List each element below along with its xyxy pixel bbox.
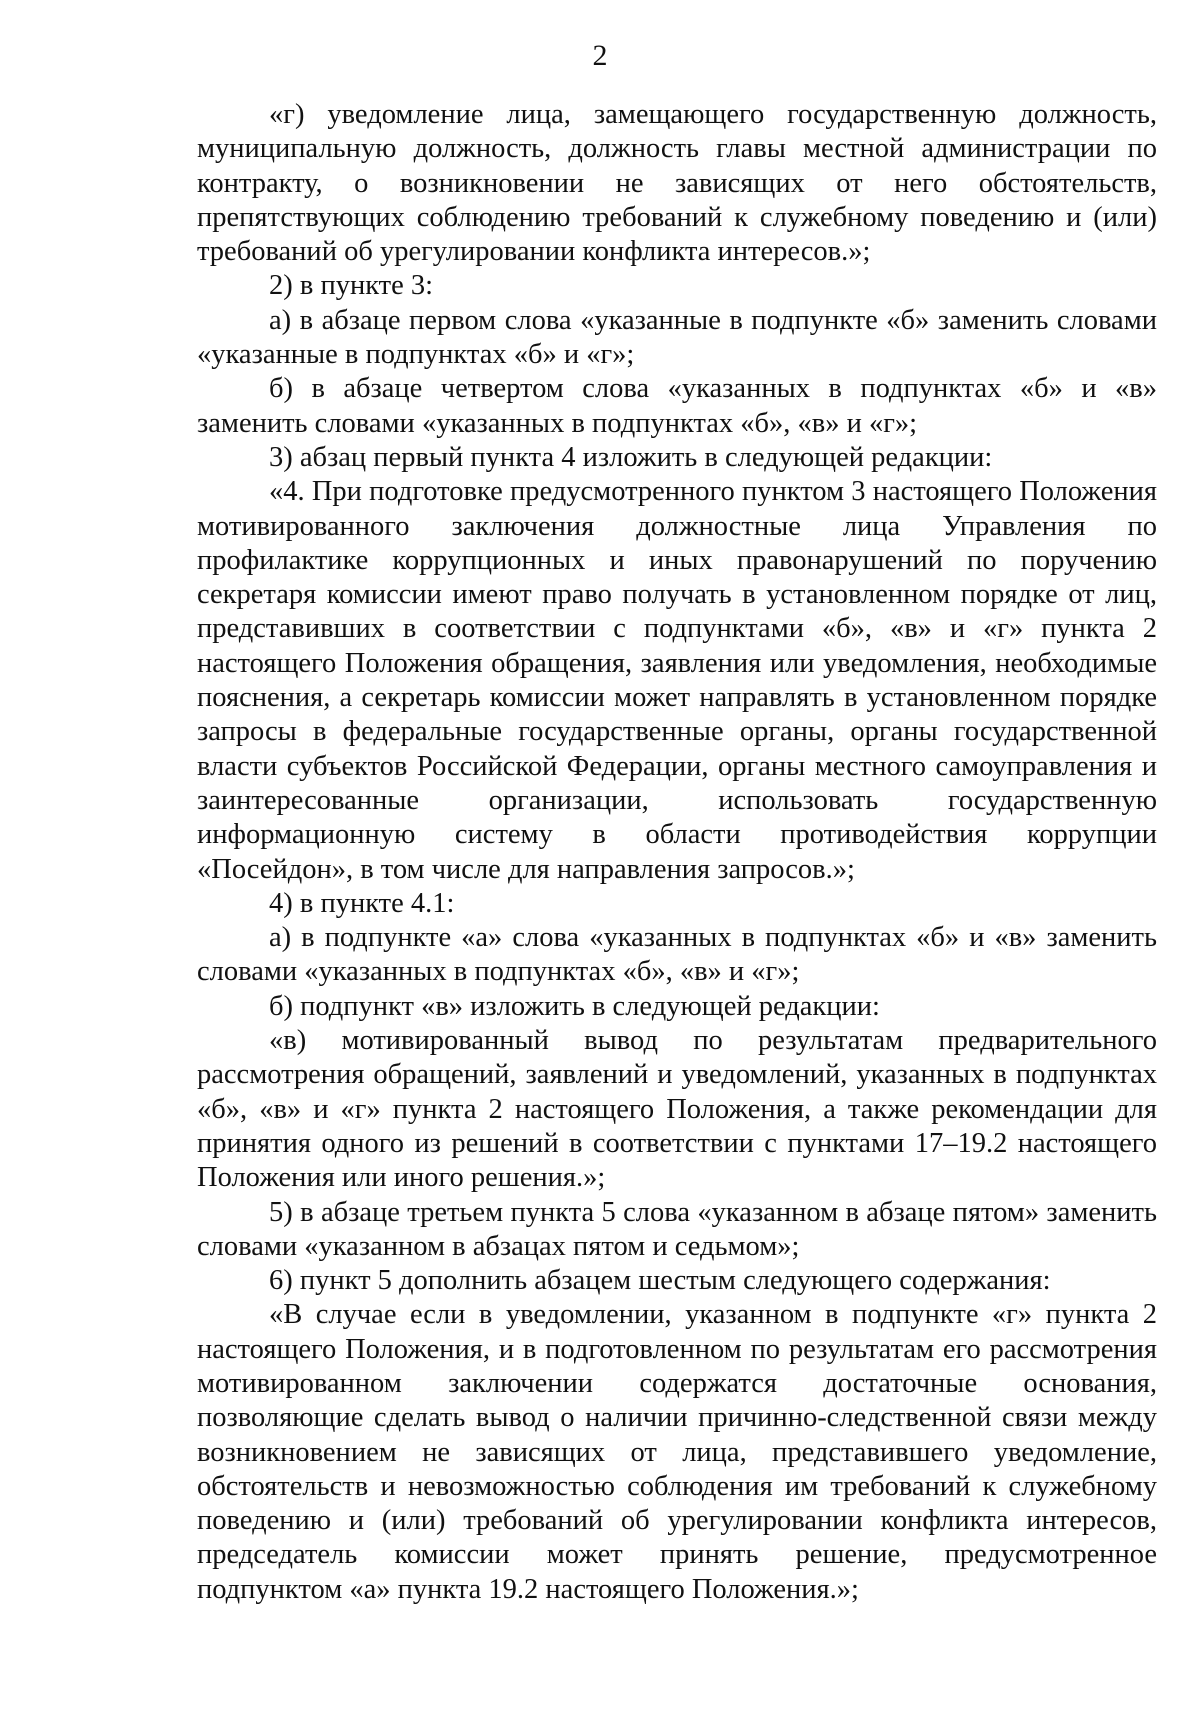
paragraph-new-subitem-v: «в) мотивированный вывод по результатам предварительного рассмотрения обращений, заявлений и уведомлений, указанных в подпунктах «б», «в» и «г» пункта 2 настоящего Положения, а также рекомендации для принятия одного из решений в соответствии с пунктами 17–19.2 настоящего Положения или иного решения.»; (197, 1025, 1157, 1194)
paragraph-point-4a: а) в подпункте «а» слова «указанных в подпунктах «б» и «в» заменить словами «указанных в подпунктах «б», «в» и «г»; (197, 922, 1157, 988)
paragraph-point-2b: б) в абзаце четвертом слова «указанных в подпунктах «б» и «в» заменить словами «указанных в подпунктах «б», «в» и «г»; (197, 373, 1157, 439)
paragraph-point-4: 4) в пункте 4.1: (269, 887, 455, 919)
paragraph-point-2a: а) в абзаце первом слова «указанные в подпункте «б» заменить словами «указанные в подпунктах «б» и «г»; (197, 304, 1157, 371)
paragraph-point-6: 6) пункт 5 дополнить абзацем шестым следующего содержания: (269, 1265, 1051, 1297)
paragraph-point-4b: б) подпункт «в» изложить в следующей редакции: (269, 990, 880, 1022)
paragraph-point-3: 3) абзац первый пункта 4 изложить в следующей редакции: (269, 441, 993, 473)
paragraph-new-abzac-6: «В случае если в уведомлении, указанном в подпункте «г» пункта 2 настоящего Положения, и в подготовленном по результатам его рассмотрения мотивированном заключении содержатся достаточные основания, позволяющие сделать вывод о наличии причинно-следственной связи между возникновением не зависящих от лица, представившего уведомление, обстоятельств и невозможностью соблюдения им требований к служебному поведению и (или) требований об урегулировании конфликта интересов, председатель комиссии может принять решение, предусмотренное подпунктом «а» пункта 19.2 настоящего Положения.»; (197, 1299, 1157, 1605)
page-number: 2 (592, 39, 608, 72)
paragraph-new-item-4: «4. При подготовке предусмотренного пунктом 3 настоящего Положения мотивированного заключения должностные лица Управления по профилактике коррупционных и иных правонарушений по поручению секретаря комиссии имеют право получать в установленном порядке от лиц, представивших в соответствии с подпунктами «б», «в» и «г» пункта 2 настоящего Положения обращения, заявления или уведомления, необходимые пояснения, а секретарь комиссии может направлять в установленном порядке запросы в федеральные государственные органы, органы государственной власти субъектов Российской Федерации, органы местного самоуправления и заинтересованные организации, использовать государственную информационную систему в области противодействия коррупции «Посейдон», в том числе для направления запросов.»; (197, 476, 1157, 885)
document-body (197, 98, 1157, 1607)
paragraph-item-g-notification: «г) уведомление лица, замещающего государственную должность, муниципальную должность, должность главы местной администрации по контракту, о возникновении не зависящих от него обстоятельств, препятствующих соблюдению требований к служебному поведению и (или) требований об урегулировании конфликта интересов.»; (197, 99, 1157, 268)
paragraph-point-2: 2) в пункте 3: (269, 270, 434, 302)
paragraph-point-5: 5) в абзаце третьем пункта 5 слова «указанном в абзаце пятом» заменить словами «указанном в абзацах пятом и седьмом»; (197, 1196, 1157, 1262)
